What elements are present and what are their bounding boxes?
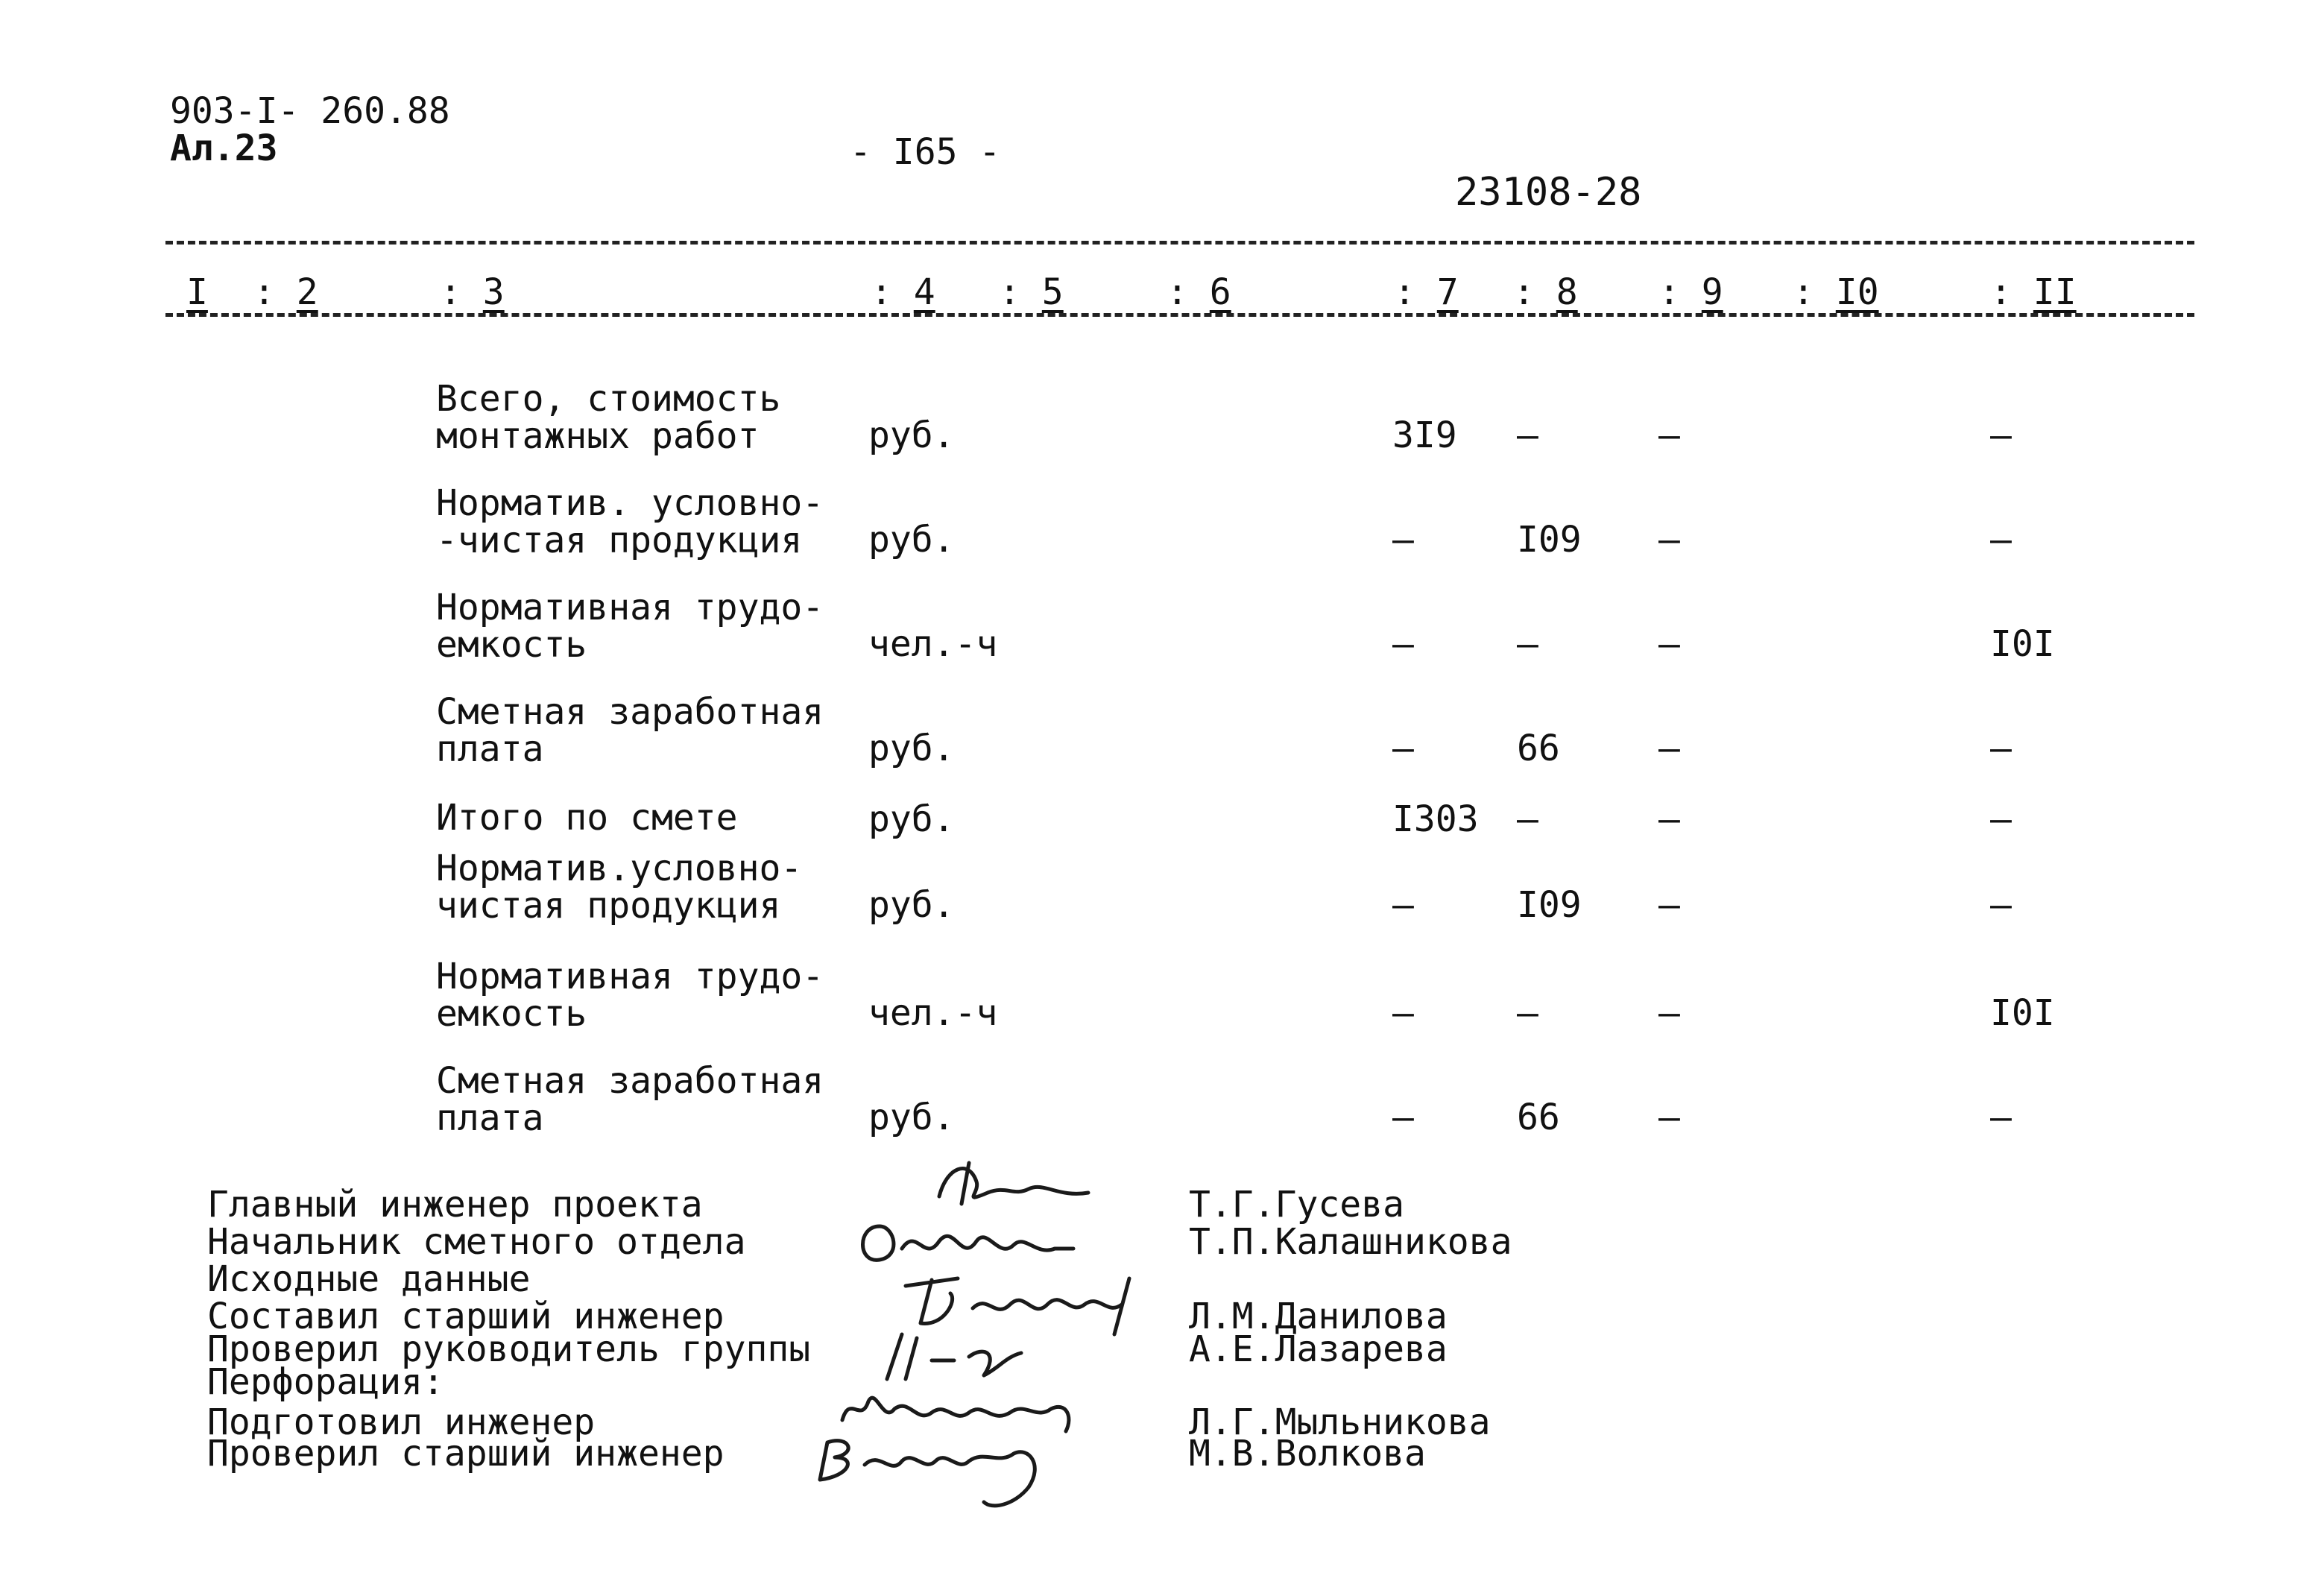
row-value-col11: – xyxy=(1990,884,2012,926)
row-unit: руб. xyxy=(868,519,955,561)
row-value-col8: 66 xyxy=(1517,728,1560,769)
column-header-7: : 7 xyxy=(1394,271,1459,313)
row-unit: чел.-ч xyxy=(868,992,998,1034)
row-value-col8: – xyxy=(1517,623,1538,665)
column-header-9: : 9 xyxy=(1658,271,1723,313)
sheet-number: Ал.23 xyxy=(170,127,278,169)
person-danilova: Л.М.Данилова xyxy=(1189,1296,1448,1337)
row-unit: руб. xyxy=(868,798,955,840)
row-value-col7: – xyxy=(1392,1097,1414,1138)
role-checked-by-senior: Проверил старший инженер xyxy=(207,1433,725,1474)
row-value-col8: – xyxy=(1517,992,1538,1034)
role-source-data: Исходные данные xyxy=(207,1258,531,1300)
role-prepared-by: Подготовил инженер xyxy=(207,1401,596,1443)
handwritten-signature-volkova xyxy=(805,1420,1073,1517)
row-value-col9: – xyxy=(1658,1097,1680,1138)
row-value-col7: – xyxy=(1392,623,1414,665)
row-value-col8: I09 xyxy=(1517,519,1582,561)
row-value-col8: 66 xyxy=(1517,1097,1560,1138)
row-value-col9: – xyxy=(1658,728,1680,769)
role-compiled-by: Составил старший инженер xyxy=(207,1296,725,1337)
person-mylnikova: Л.Г.Мыльникова xyxy=(1189,1401,1491,1443)
column-header-2: : 2 xyxy=(253,271,318,313)
row-value-col7: – xyxy=(1392,992,1414,1034)
row-value-col7: I303 xyxy=(1392,798,1479,840)
column-header-5: : 5 xyxy=(999,271,1064,313)
row-value-col9: – xyxy=(1658,992,1680,1034)
row-value-col9: – xyxy=(1658,884,1680,926)
role-head-estimating: Начальник сметного отдела xyxy=(207,1221,746,1263)
row-value-col11: – xyxy=(1990,1097,2012,1138)
column-header-3: : 3 xyxy=(440,271,505,313)
row-label: Норматив.условно- чистая продукция xyxy=(436,848,803,927)
row-value-col11: – xyxy=(1990,519,2012,561)
person-guseva: Т.Г.Гусева xyxy=(1189,1184,1404,1226)
row-value-col11: I0I xyxy=(1990,992,2055,1034)
row-value-col8: – xyxy=(1517,798,1538,840)
row-value-col9: – xyxy=(1658,623,1680,665)
role-chief-engineer: Главный инженер проекта xyxy=(207,1184,703,1226)
column-header-11: : II xyxy=(1990,271,2077,313)
row-label: Всего, стоимость монтажных работ xyxy=(436,378,781,457)
column-header-1: I xyxy=(186,271,208,313)
row-value-col11: – xyxy=(1990,728,2012,769)
row-value-col11: – xyxy=(1990,798,2012,840)
person-kalashnikova: Т.П.Калашникова xyxy=(1189,1221,1512,1263)
row-value-col11: – xyxy=(1990,414,2012,456)
role-checked-by-lead: Проверил руководитель группы xyxy=(207,1328,811,1370)
top-dashed-rule xyxy=(165,241,2194,245)
row-value-col7: – xyxy=(1392,884,1414,926)
row-value-col9: – xyxy=(1658,519,1680,561)
row-unit: руб. xyxy=(868,1097,955,1138)
row-value-col7: 3I9 xyxy=(1392,414,1457,456)
row-label: Сметная заработная плата xyxy=(436,1060,824,1139)
column-header-4: : 4 xyxy=(871,271,935,313)
row-value-col7: – xyxy=(1392,728,1414,769)
stamp-number: 23108-28 xyxy=(1455,170,1642,215)
person-lazareva: А.Е.Лазарева xyxy=(1189,1328,1448,1370)
row-label: Нормативная трудо- емкость xyxy=(436,587,824,666)
page-marker: - I65 - xyxy=(850,131,1001,173)
row-value-col8: – xyxy=(1517,414,1538,456)
row-unit: руб. xyxy=(868,884,955,926)
row-value-col8: I09 xyxy=(1517,884,1582,926)
row-value-col9: – xyxy=(1658,414,1680,456)
row-label: Сметная заработная плата xyxy=(436,691,824,770)
row-label: Норматив. условно- -чистая продукция xyxy=(436,482,824,561)
person-volkova: М.В.Волкова xyxy=(1189,1433,1426,1474)
row-unit: руб. xyxy=(868,414,955,456)
row-label: Нормативная трудо- емкость xyxy=(436,956,824,1035)
header-dashed-rule xyxy=(165,313,2194,317)
row-value-col11: I0I xyxy=(1990,623,2055,665)
doc-code: 903-I- 260.88 xyxy=(170,90,450,132)
row-value-col7: – xyxy=(1392,519,1414,561)
role-perforation: Перфорация: xyxy=(207,1361,444,1403)
column-header-8: : 8 xyxy=(1513,271,1578,313)
row-label: Итого по смете xyxy=(436,797,738,839)
row-unit: руб. xyxy=(868,728,955,769)
row-unit: чел.-ч xyxy=(868,623,998,665)
row-value-col9: – xyxy=(1658,798,1680,840)
column-header-6: : 6 xyxy=(1167,271,1231,313)
column-header-10: : I0 xyxy=(1793,271,1879,313)
